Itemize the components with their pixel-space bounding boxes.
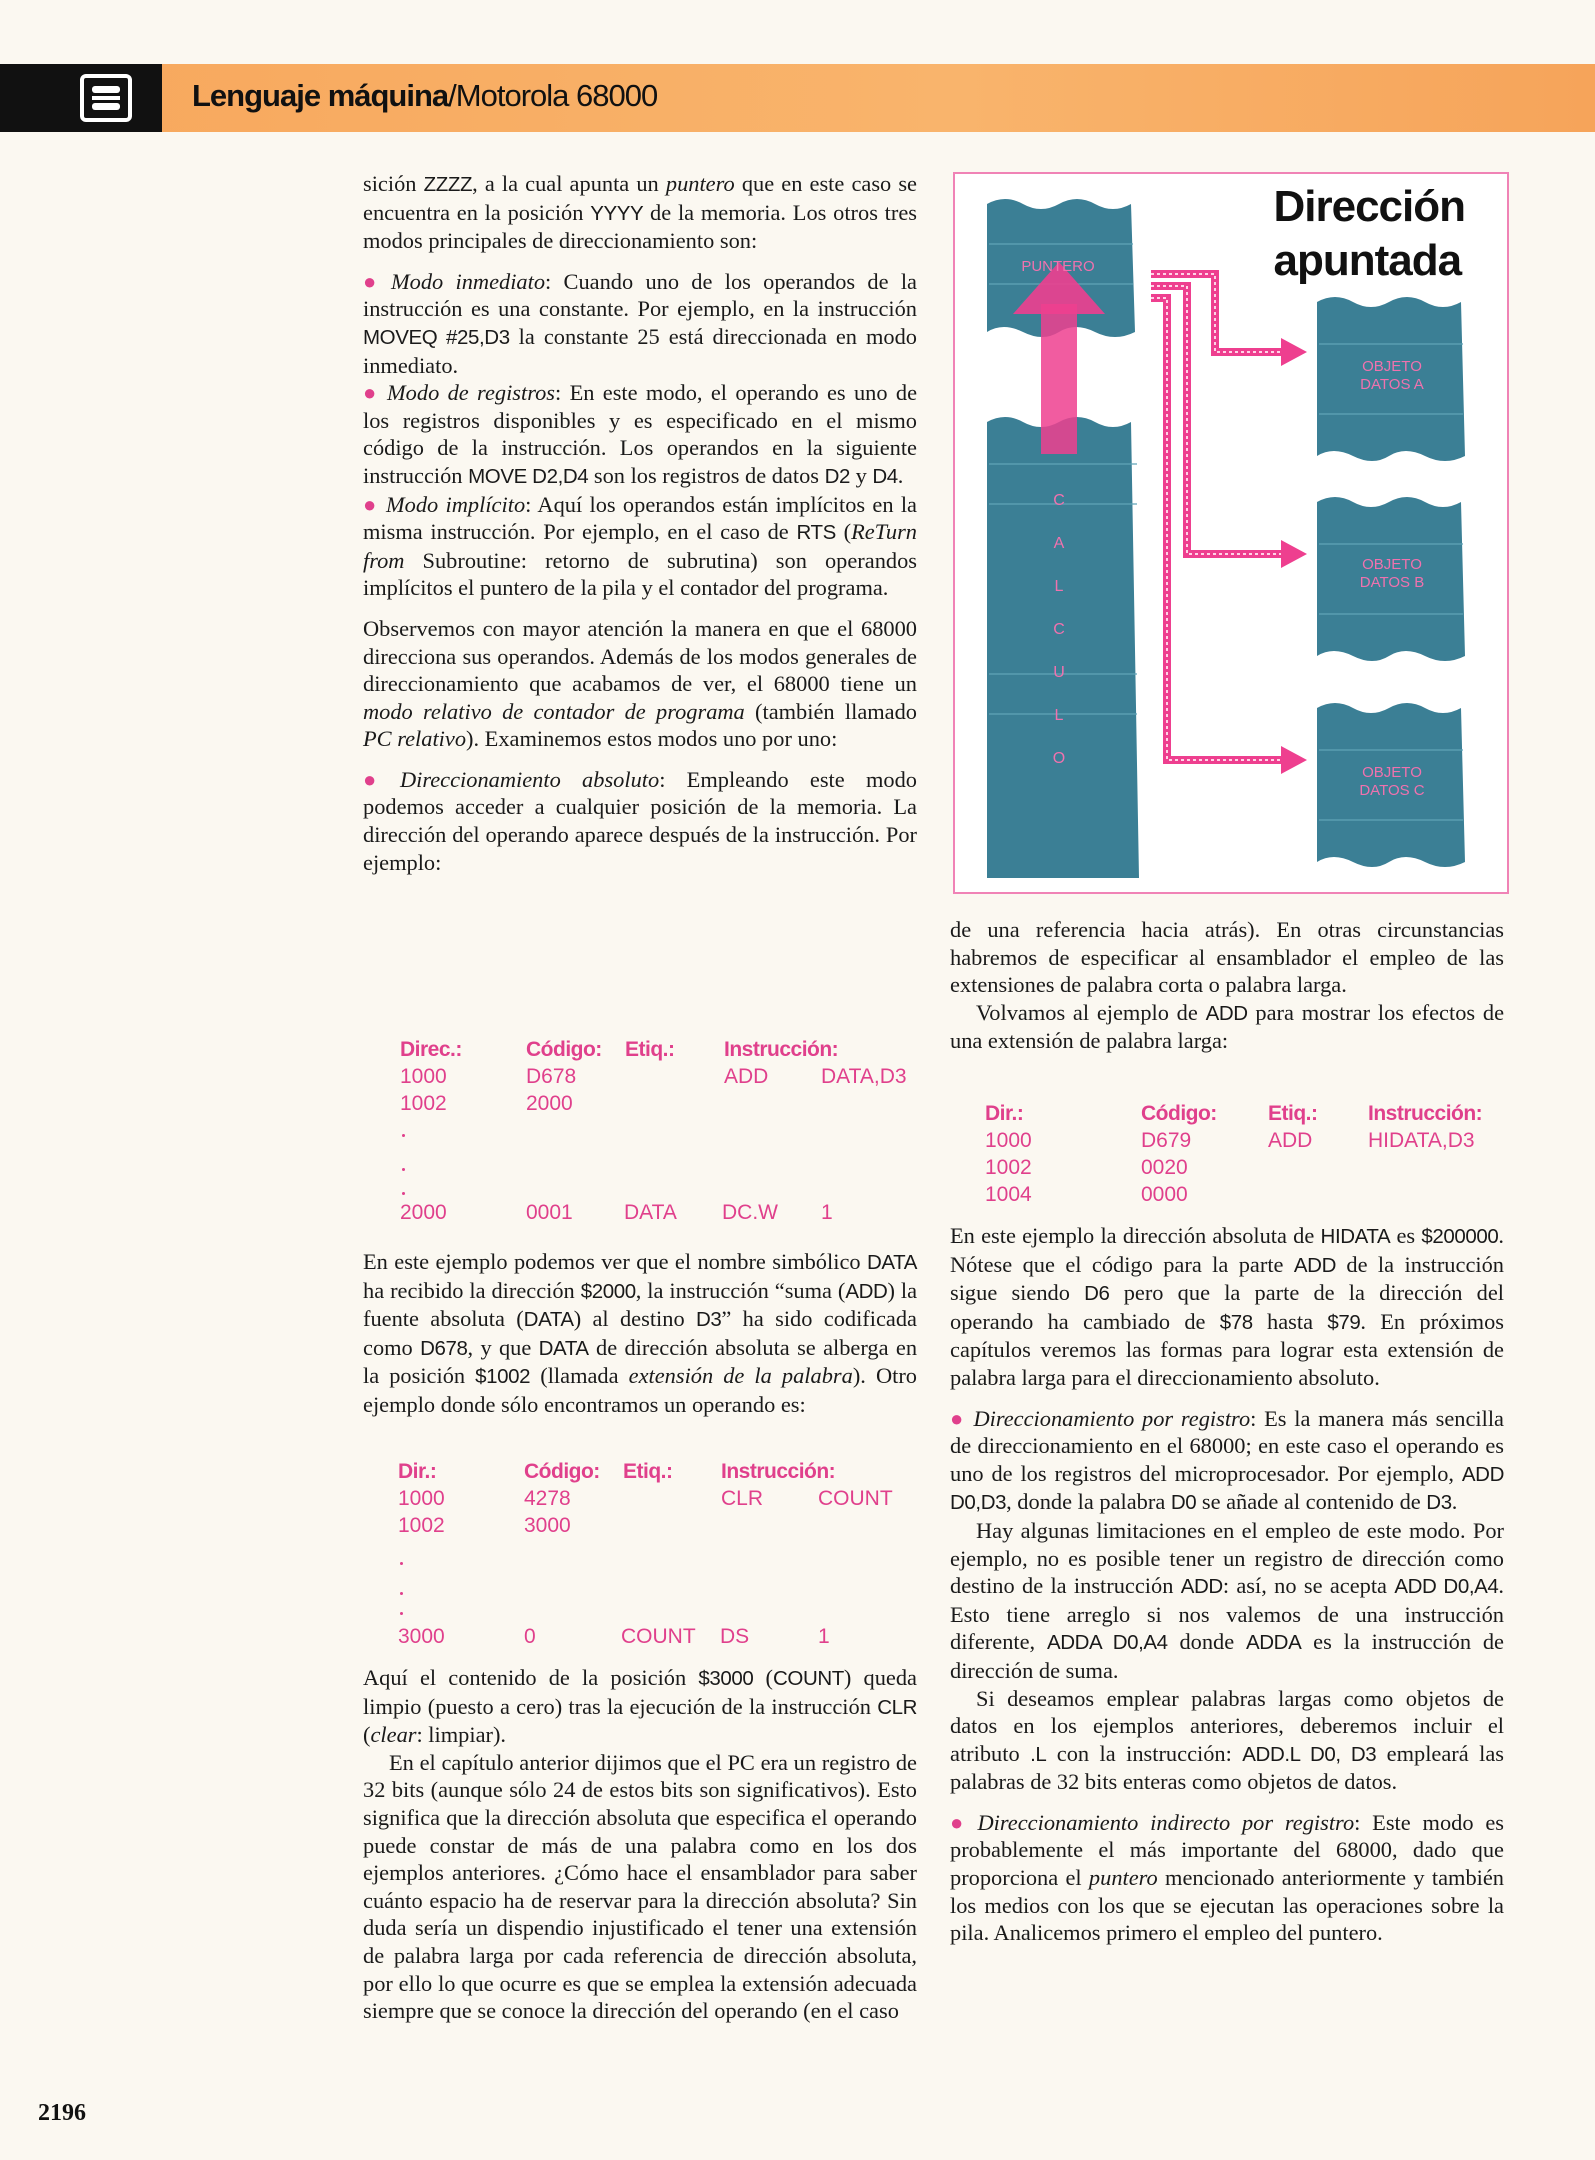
right-column-top (950, 916, 1504, 1055)
paragraph-count: Aquí el contenido de la posición $3000 (COUNT) queda limpio (puesto a cero) tras la ejecución de la instrucción CLR (clear: limpiar). (363, 1665, 917, 1748)
ellipsis-dot (402, 1192, 405, 1195)
table-cell: 1000 (985, 1129, 1032, 1152)
ellipsis-dot (402, 1134, 405, 1137)
paragraph-intro: sición ZZZZ, a la cual apunta un puntero que en este caso se encuentra en la posición YYYY de la memoria. Los otros tres modos principales de direccionamiento son: (363, 171, 917, 254)
chip-icon (80, 74, 132, 122)
bullet-direccionamiento-indirecto: ● Direccionamiento indirecto por registro: Este modo es probablemente el más importante del 68000, dado que proporciona el puntero mencionado anteriormente y también los medios con los que se ejecutan las operaciones sobre la pila. Analicemos primero el empleo del puntero. (950, 1809, 1504, 1946)
paragraph-capitulo-anterior: En el capítulo anterior dijimos que el PC era un registro de 32 bits (aunque sólo 24 de estos bits son significativos). Esto significa que la dirección absoluta que especifica el operando puede constar de más de una palabra como en los dos ejemplos anteriores. ¿Cómo hace el ensamblador para saber cuánto espacio ha de reservar para la dirección absoluta? Sin duda sería un dispendio injustificado el tener una extensión de palabra larga por cada referencia de dirección absoluta, por ello lo que ocurre es que se emplea la extensión adecuada siempre que se conoce la dirección del operando (en el caso (363, 1749, 917, 2024)
table-cell: 1002 (398, 1514, 445, 1537)
table-header: Etiq.: (625, 1038, 675, 1061)
table-cell: 1 (818, 1625, 830, 1648)
paragraph-volvamos: Volvamos al ejemplo de ADD para mostrar los efectos de una extensión de palabra larga: (950, 999, 1505, 1054)
table-cell: 2000 (526, 1092, 573, 1115)
puntero-label: PUNTERO (1021, 258, 1095, 275)
table-cell: 1002 (985, 1156, 1032, 1179)
table-cell: 4278 (524, 1487, 571, 1510)
paragraph-palabras-largas: Si deseamos emplear palabras largas como objetos de datos en los ejemplos anteriores, deberemos incluir el atributo .L con la instrucción: ADD.L D0, D3 empleará las palabras de 32 bits enteras como objetos de datos. (950, 1685, 1504, 1795)
table-header: Instrucción: (721, 1460, 836, 1483)
paragraph-limitaciones: Hay algunas limitaciones en el empleo de este modo. Por ejemplo, no es posible tener un registro de dirección como destino de la instrucción ADD: así, no se acepta ADD D0,A4. Esto tiene arreglo si nos valemos de una instrucción diferente, ADDA D0,A4 donde ADDA es la instrucción de dirección de suma. (950, 1517, 1504, 1683)
calculo-letter: L (1054, 578, 1064, 595)
pointer-diagram (953, 172, 1509, 894)
table-header: Dir.: (985, 1102, 1024, 1125)
ellipsis-dot (400, 1562, 403, 1565)
paragraph-observemos: Observemos con mayor atención la manera en que el 68000 direcciona sus operandos. Además de los modos generales de direccionamiento que acabamos de ver, el 68000 tiene un modo relativo de contador de programa (también llamado PC relativo). Examinemos estos modos uno por uno: (363, 615, 918, 752)
diagram-title-line1: Dirección (1273, 182, 1465, 231)
bullet-modo-registros: ● Modo de registros: En este modo, el operando es uno de los registros disponibles y es especificado en el mismo código de la instrucción. Los operandos en la siguiente instrucción MOVE D2,D4 son los registros de datos D2 y D4. (363, 380, 918, 488)
calculo-letter: L (1054, 707, 1064, 724)
bullet-icon: ● (950, 1405, 966, 1431)
table-cell: 1000 (398, 1487, 445, 1510)
objeto-datos-c-label: OBJETO DATOS C (1359, 764, 1425, 799)
bullet-icon: ● (363, 491, 378, 517)
table-cell: DC.W (722, 1201, 778, 1224)
bullet-direccionamiento-absoluto: ● Direccionamiento absoluto: Empleando este modo podemos acceder a cualquier posición de la memoria. La dirección del operando aparece después de la instrucción. Por ejemplo: (363, 766, 917, 875)
table-cell: COUNT (621, 1625, 696, 1648)
code-table-3 (985, 1100, 1505, 1210)
bullet-icon: ● (950, 1809, 970, 1835)
table-cell: 0001 (526, 1201, 573, 1224)
table-cell: 3000 (524, 1514, 571, 1537)
table-cell: D678 (526, 1065, 577, 1088)
table-cell: 0000 (1141, 1183, 1188, 1206)
table-header: Código: (1141, 1102, 1217, 1125)
calculo-letter: C (1053, 492, 1065, 509)
table-cell: 1 (821, 1201, 833, 1224)
ellipsis-dot (402, 1168, 405, 1171)
paragraph-hidata: En este ejemplo la dirección absoluta de HIDATA es $200000. Nótese que el código para la parte ADD de la instrucción sigue siendo D6 pero que la parte de la dirección del operando ha cambiado de $78 hasta $79. En próximos capítulos veremos las formas para lograr esta extensión de palabra larga para el direccionamiento absoluto. (950, 1223, 1504, 1390)
table-cell: 1000 (400, 1065, 447, 1088)
paragraph-ejemplo-data: En este ejemplo podemos ver que el nombre simbólico DATA ha recibido la dirección $2000, la instrucción “suma (ADD) la fuente absoluta (DATA) al destino D3” ha sido codificada como D678, y que DATA de dirección absoluta se alberga en la posición $1002 (llamada extensión de la palabra). Otro ejemplo donde sólo encontramos un operando es: (363, 1249, 918, 1417)
paragraph-referencia: de una referencia hacia atrás). En otras circunstancias habremos de especificar al ensamblador el empleo de las extensiones de palabra corta o palabra larga. (950, 917, 1504, 998)
code-table-2 (398, 1458, 918, 1658)
right-column-bottom (950, 1222, 1504, 1947)
bullet-icon: ● (363, 268, 383, 294)
calculo-letter: U (1053, 664, 1065, 681)
calculo-letter: C (1053, 621, 1065, 638)
left-column (363, 170, 917, 876)
objeto-datos-a-label: OBJETO DATOS A (1360, 358, 1424, 393)
bullet-direccionamiento-registro: ● Direccionamiento por registro: Es la manera más sencilla de direccionamiento en el 68000; en este caso el operando es uno de los registros del microprocesador. Por ejemplo, ADD D0,D3, donde la palabra D0 se añade al contenido de D3. (950, 1405, 1504, 1515)
header-title (192, 78, 657, 114)
table-header: Instrucción: (1368, 1102, 1483, 1125)
calculo-letter: A (1053, 535, 1065, 552)
table-cell: DATA,D3 (821, 1065, 907, 1088)
bullet-modo-implicito: ● Modo implícito: Aquí los operandos están implícitos en la misma instrucción. Por ejemplo, en el caso de RTS (ReTurn from Subroutine: retorno de subrutina) son operandos implícitos el puntero de la pila y el contador del programa. (363, 491, 917, 601)
bullet-icon: ● (363, 380, 380, 406)
bullet-modo-inmediato: ● Modo inmediato: Cuando uno de los operandos de la instrucción es una constante. Por ejemplo, en la instrucción MOVEQ #25,D3 la constante 25 está direccionada en modo inmediato. (363, 268, 917, 378)
table-cell: COUNT (818, 1487, 893, 1510)
table-cell: D679 (1141, 1129, 1192, 1152)
header-title-rest: /Motorola 68000 (448, 78, 658, 113)
page-number: 2196 (38, 2100, 86, 2126)
table-cell: CLR (721, 1487, 764, 1510)
table-cell: DS (720, 1625, 750, 1648)
table-header: Dir.: (398, 1460, 437, 1483)
code-table-1 (400, 1036, 920, 1236)
ellipsis-dot (400, 1612, 403, 1615)
table-cell: ADD (724, 1065, 769, 1088)
table-cell: ADD (1268, 1129, 1313, 1152)
table-header: Instrucción: (724, 1038, 839, 1061)
table-cell: 0 (524, 1625, 536, 1648)
left-column-bottom (363, 1664, 917, 2025)
table-header: Etiq.: (1268, 1102, 1318, 1125)
table-header: Etiq.: (623, 1460, 673, 1483)
table-cell: DATA (624, 1201, 677, 1224)
ellipsis-dot (400, 1592, 403, 1595)
header-title-bold: Lenguaje máquina (192, 78, 449, 113)
table-cell: HIDATA,D3 (1368, 1129, 1475, 1152)
bullet-icon: ● (363, 766, 392, 792)
table-cell: 0020 (1141, 1156, 1188, 1179)
table-cell: 1002 (400, 1092, 447, 1115)
diagram-title-line2: apuntada (1273, 236, 1462, 285)
table-cell: 3000 (398, 1625, 445, 1648)
table-header: Direc.: (400, 1038, 462, 1061)
calculo-letter: O (1052, 750, 1066, 767)
table-cell: 1004 (985, 1183, 1032, 1206)
table-header: Código: (526, 1038, 602, 1061)
diagram-title (1273, 180, 1465, 288)
table-header: Código: (524, 1460, 600, 1483)
table-cell: 2000 (400, 1201, 447, 1224)
objeto-datos-b-label: OBJETO DATOS B (1359, 556, 1425, 591)
